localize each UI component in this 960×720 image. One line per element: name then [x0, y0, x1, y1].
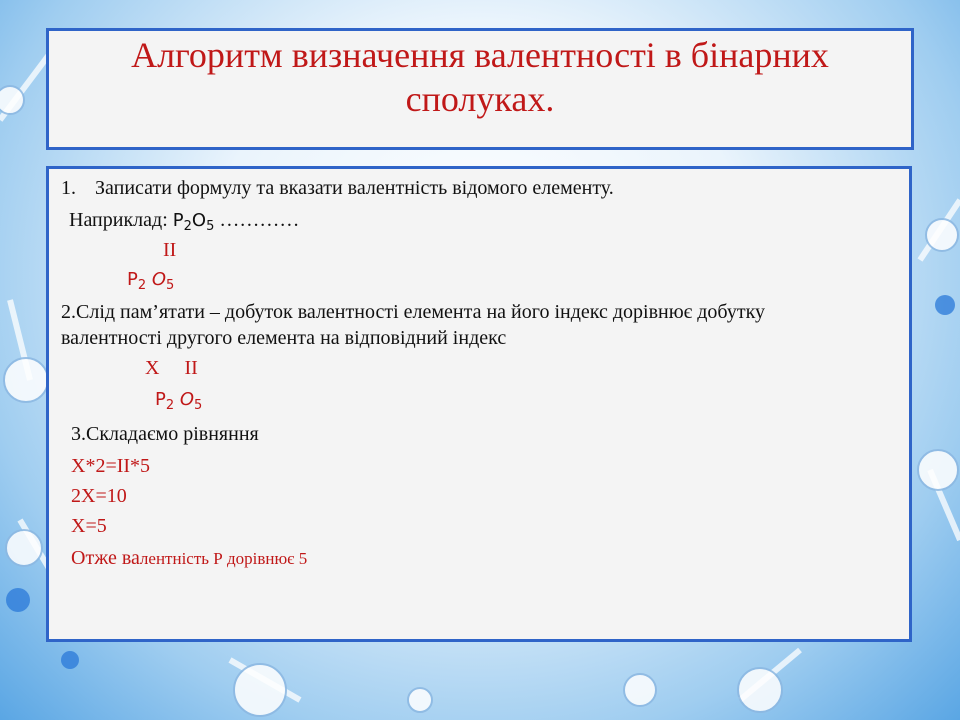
valence-2-top: [145, 357, 198, 380]
equation-3: X=5: [71, 515, 107, 537]
conclusion-part-1: Отже ва: [71, 547, 140, 569]
valence-1-top: II: [163, 239, 177, 261]
title-panel: [46, 28, 914, 150]
step-2-line-1: 2.Слід пам’ятати – добуток валентності елемента на його індекс дорівнює добутку: [61, 301, 766, 323]
step-3: 3.Складаємо рівняння: [71, 423, 259, 445]
valence-1-index-p: 2: [137, 278, 147, 293]
valence-2-index-p: 2: [165, 398, 175, 413]
formula-element-o: O: [191, 210, 207, 231]
step-2-line-2: валентності другого елемента на відповідний індекс: [61, 327, 507, 349]
valence-1-index-o: 5: [166, 278, 175, 293]
valence-1-formula: [127, 269, 174, 293]
valence-2-index-o: 5: [194, 398, 203, 413]
formula-index-p: 2: [183, 219, 192, 234]
valence-2-element-o: O: [179, 389, 195, 410]
example-line: [69, 209, 299, 234]
valence-2-formula: [155, 389, 202, 413]
equation-1: X*2=II*5: [71, 455, 151, 477]
valence-2-ii: II: [184, 357, 198, 379]
equation-2: 2X=10: [71, 485, 127, 507]
slide-title: Алгоритм визначення валентності в бінарних сполуках.: [131, 35, 829, 119]
formula-index-o: 5: [206, 219, 215, 234]
example-label: Наприклад:: [69, 209, 168, 231]
conclusion-part-2: лентність Р дорівнює 5: [139, 549, 308, 568]
valence-2-element-p: P: [155, 389, 166, 410]
formula-element-p: P: [172, 210, 184, 231]
content-panel: [46, 166, 912, 642]
example-formula: [172, 210, 215, 234]
step-1-text: Записати формулу та вказати валентність відомого елементу.: [95, 177, 614, 199]
step-1-number: 1.: [61, 177, 76, 199]
valence-1-element-o: O: [151, 269, 167, 290]
valence-2-x: X: [145, 357, 160, 379]
step-1: [61, 177, 614, 200]
conclusion: [71, 547, 307, 570]
example-dots: …………: [219, 209, 300, 231]
valence-1-element-p: P: [127, 269, 138, 290]
